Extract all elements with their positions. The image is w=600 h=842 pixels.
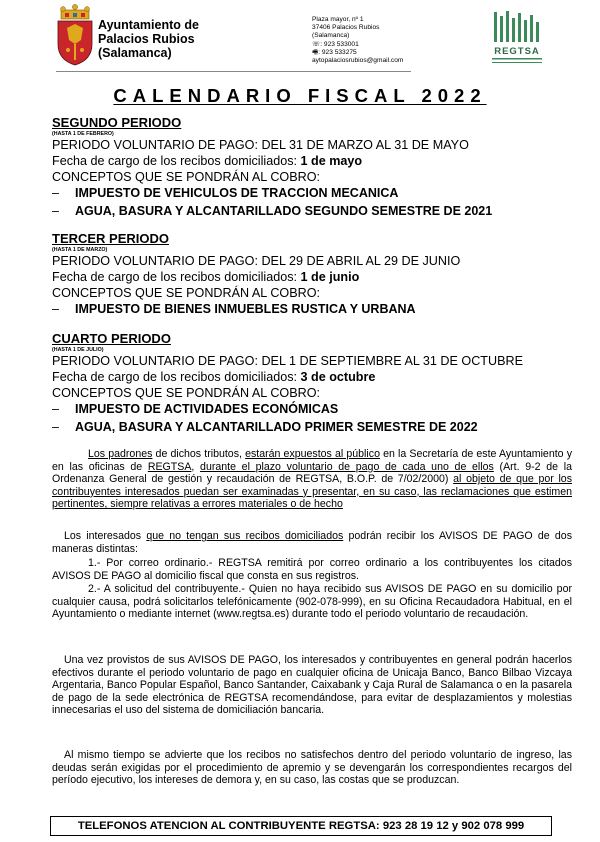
address-fax: 🖷: 923 533275 (312, 48, 357, 56)
concept-item: – IMPUESTO DE BIENES INMUEBLES RUSTICA Y URBANA (52, 302, 416, 316)
page-title (0, 85, 600, 107)
address-city: 37406 Palacios Rubios (312, 24, 380, 32)
voluntary-period: PERIODO VOLUNTARIO DE PAGO: DEL 29 DE ABRIL AL 29 DE JUNIO (52, 254, 461, 268)
title-text: CALENDARIO FISCAL 2022 (113, 85, 487, 106)
municipal-crest-logo (55, 4, 95, 66)
concept-text: AGUA, BASURA Y ALCANTARILLADO SEGUNDO SEMESTRE DE 2021 (75, 203, 493, 218)
charge-label: Fecha de cargo de los recibos domiciliados: (52, 370, 298, 384)
address-email: aytopalaciosrubios@gmail.com (312, 57, 404, 65)
header-divider (56, 71, 411, 72)
para1-voluntary: durante el plazo voluntario de pago de cada uno de ellos (200, 460, 494, 473)
paragraph-padrones (52, 448, 572, 511)
paragraph-solicitud: 2.- A solicitud del contribuyente.- Quien no haya recibido sus AVISOS DE PAGO en su domicilio por cualquier causa, podrá solicitarlos telefónicamente (902-078-999), en su Oficina Recaudadora Habitual, en el Ayuntamiento o mediante internet (www.regtsa.es) durante todo el periodo voluntario de recaudación. (52, 583, 572, 621)
address-street: Plaza mayor, nº 1 (312, 16, 364, 23)
period-section-tercer (52, 232, 572, 319)
address-province: (Salamanca) (312, 32, 350, 40)
voluntary-period: PERIODO VOLUNTARIO DE PAGO: DEL 31 DE MARZO AL 31 DE MAYO (52, 138, 469, 152)
period-section-segundo (52, 116, 572, 220)
para1-text: , (191, 460, 201, 473)
charge-date: 3 de octubre (300, 370, 376, 384)
concepts-label: CONCEPTOS QUE SE PONDRÁN AL COBRO: (52, 170, 321, 184)
org-line-2: Palacios Rubios (98, 32, 195, 46)
period-subtitle: (HASTA 1 DE MARZO) (52, 247, 108, 253)
charge-date: 1 de mayo (300, 154, 363, 168)
org-line-3: (Salamanca) (98, 46, 172, 60)
period-heading: TERCER PERIODO (52, 231, 170, 246)
concepts-label: CONCEPTOS QUE SE PONDRÁN AL COBRO: (52, 286, 321, 300)
org-line-1: Ayuntamiento de (98, 18, 199, 32)
address-phone: ☏: 923 533001 (312, 40, 359, 48)
para1-regtsa: REGTSA (147, 460, 192, 473)
period-subtitle: (HASTA 1 DE JULIO) (52, 347, 104, 353)
period-subtitle: (HASTA 1 DE FEBRERO) (52, 131, 114, 137)
concept-text: AGUA, BASURA Y ALCANTARILLADO PRIMER SEMESTRE DE 2022 (75, 419, 478, 434)
period-section-cuarto (52, 332, 572, 436)
charge-date-line (52, 369, 572, 385)
concept-item: – IMPUESTO DE ACTIVIDADES ECONÓMICAS (52, 402, 339, 416)
para1-text: (Art. 9-2 de la Ordenanza General de gestión y recaudación de REGTSA, B.O.P. de 7/02/2000) (52, 460, 572, 486)
concept-text: IMPUESTO DE VEHICULOS DE TRACCION MECANICA (75, 186, 399, 200)
charge-date-line (52, 269, 572, 285)
para2-underlined: que no tengan sus recibos domiciliados (146, 530, 344, 542)
concept-item: – AGUA, BASURA Y ALCANTARILLADO SEGUNDO SEMESTRE DE 2021 (52, 203, 493, 218)
para1-text: de dichos tributos, (152, 448, 246, 460)
regtsa-logo-text: REGTSA (494, 46, 540, 57)
period-heading: CUARTO PERIODO (52, 331, 171, 346)
concept-item: – IMPUESTO DE VEHICULOS DE TRACCION MECANICA (52, 186, 399, 200)
regtsa-logo (488, 10, 546, 68)
paragraph-pago: Una vez provistos de sus AVISOS DE PAGO, los interesados y contribuyentes en general podrán hacerlos efectivos durante el periodo voluntario de pago en cualquier oficina de Unicaja Banco, Banco Bilbao Vizcaya Argentaria, Banco Popular Español, Banco Santander, Caixabank y Caja Rural de Salamanca o en la pasarela de pago de la sede electrónica de REGTSA recomendándose, para evitar de desplazamientos y molestias innecesarias el uso del sistema de domiciliación bancaria. (52, 654, 572, 717)
para1-padrones: Los padrones (88, 448, 153, 460)
para1-objective: al objeto de que por los contribuyentes interesados puedan ser examinadas y presentar, en su caso, las reclamaciones que estimen pertinentes, siempre relativas a errores materiales o de hecho (52, 473, 572, 511)
concept-item: – AGUA, BASURA Y ALCANTARILLADO PRIMER SEMESTRE DE 2022 (52, 419, 478, 434)
charge-date: 1 de junio (300, 270, 360, 284)
contact-address (312, 16, 403, 65)
concepts-label: CONCEPTOS QUE SE PONDRÁN AL COBRO: (52, 386, 321, 400)
para1-text: en la Secretaría de este Ayuntamiento y en las oficinas de (52, 448, 572, 473)
concept-text: IMPUESTO DE BIENES INMUEBLES RUSTICA Y URBANA (75, 302, 416, 316)
charge-label: Fecha de cargo de los recibos domiciliados: (52, 154, 298, 168)
charge-label: Fecha de cargo de los recibos domiciliados: (52, 270, 298, 284)
municipality-name (98, 18, 199, 60)
para2-text: Los interesados (64, 530, 147, 542)
para1-exposed: estarán expuestos al público (245, 448, 380, 460)
paragraph-interesados (52, 530, 572, 555)
paragraph-advertencia: Al mismo tiempo se advierte que los recibos no satisfechos dentro del periodo voluntario de ingreso, las deudas serán exigidas por el procedimiento de apremio y se devengarán los correspondientes recargos del período ejecutivo, los intereses de demora y, en su caso, las costas que se produzcan. (52, 749, 572, 787)
period-heading: SEGUNDO PERIODO (52, 115, 182, 130)
footer-phone-box: TELEFONOS ATENCION AL CONTRIBUYENTE REGTSA: 923 28 19 12 y 902 078 999 (50, 816, 552, 836)
para2-text: podrán recibir los AVISOS DE PAGO de dos maneras distintas: (52, 530, 572, 555)
charge-date-line (52, 153, 572, 169)
voluntary-period: PERIODO VOLUNTARIO DE PAGO: DEL 1 DE SEPTIEMBRE AL 31 DE OCTUBRE (52, 354, 523, 368)
concept-text: IMPUESTO DE ACTIVIDADES ECONÓMICAS (75, 402, 339, 416)
paragraph-correo-ordinario: 1.- Por correo ordinario.- REGTSA remitirá por correo ordinario a los contribuyentes los citados AVISOS DE PAGO al domicilio fiscal que consta en sus registros. (52, 557, 572, 582)
